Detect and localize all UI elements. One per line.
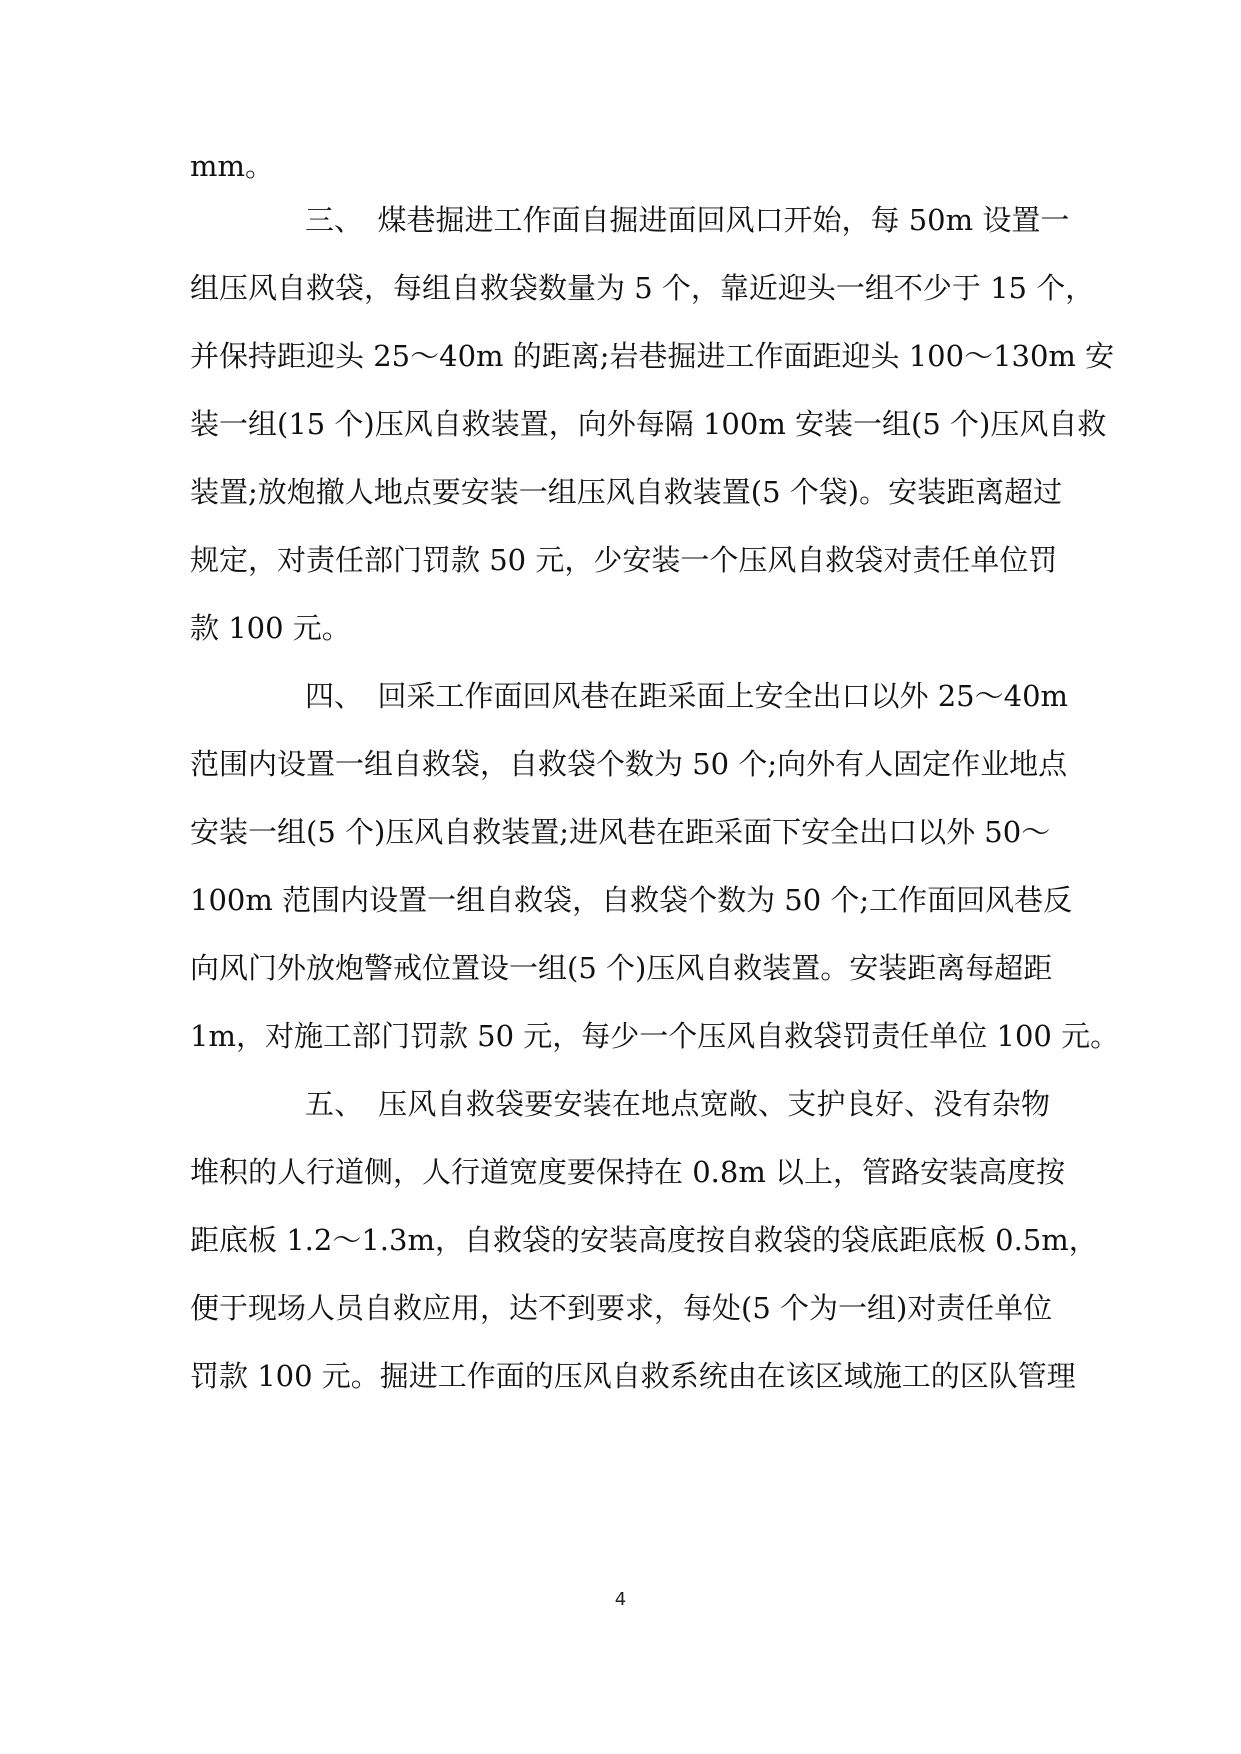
text-line-12: 100m 范围内设置一组自救袋，自救袋个数为 50 个;工作面回风巷反 (190, 883, 1073, 917)
text-line-14: 1m，对施工部门罚款 50 元，每少一个压风自救袋罚责任单位 100 元。 (190, 1019, 1120, 1053)
text-line-3: 组压风自救袋，每组自救袋数量为 5 个，靠近迎头一组不少于 15 个， (190, 271, 1095, 305)
text-line-15: 五、 压风自救袋要安装在地点宽敞、支护良好、没有杂物 (305, 1087, 1050, 1121)
page-number: 4 (614, 1589, 627, 1610)
text-line-6: 装置;放炮撤人地点要安装一组压风自救装置(5 个袋)。安装距离超过 (190, 475, 1063, 509)
text-line-2: 三、 煤巷掘进工作面自掘进面回风口开始，每 50m 设置一 (305, 203, 1070, 237)
text-line-19: 罚款 100 元。掘进工作面的压风自救系统由在该区域施工的区队管理 (190, 1359, 1076, 1393)
text-line-8: 款 100 元。 (190, 611, 351, 645)
text-line-10: 范围内设置一组自救袋，自救袋个数为 50 个;向外有人固定作业地点 (190, 747, 1068, 781)
text-line-4: 并保持距迎头 25～40m 的距离;岩巷掘进工作面距迎头 100～130m 安 (190, 339, 1115, 373)
text-line-1: mm。 (190, 149, 274, 183)
text-line-7: 规定，对责任部门罚款 50 元，少安装一个压风自救袋对责任单位罚 (190, 543, 1058, 577)
text-line-16: 堆积的人行道侧，人行道宽度要保持在 0.8m 以上，管路安装高度按 (190, 1155, 1066, 1189)
text-line-13: 向风门外放炮警戒位置设一组(5 个)压风自救装置。安装距离每超距 (190, 951, 1053, 985)
text-line-9: 四、 回采工作面回风巷在距采面上安全出口以外 25～40m (305, 679, 1069, 713)
text-line-5: 装一组(15 个)压风自救装置，向外每隔 100m 安装一组(5 个)压风自救 (190, 407, 1107, 441)
text-line-17: 距底板 1.2～1.3m，自救袋的安装高度按自救袋的袋底距底板 0.5m， (190, 1223, 1098, 1257)
text-line-18: 便于现场人员自救应用，达不到要求，每处(5 个为一组)对责任单位 (190, 1291, 1053, 1325)
text-line-11: 安装一组(5 个)压风自救装置;进风巷在距采面下安全出口以外 50～ (190, 815, 1051, 849)
